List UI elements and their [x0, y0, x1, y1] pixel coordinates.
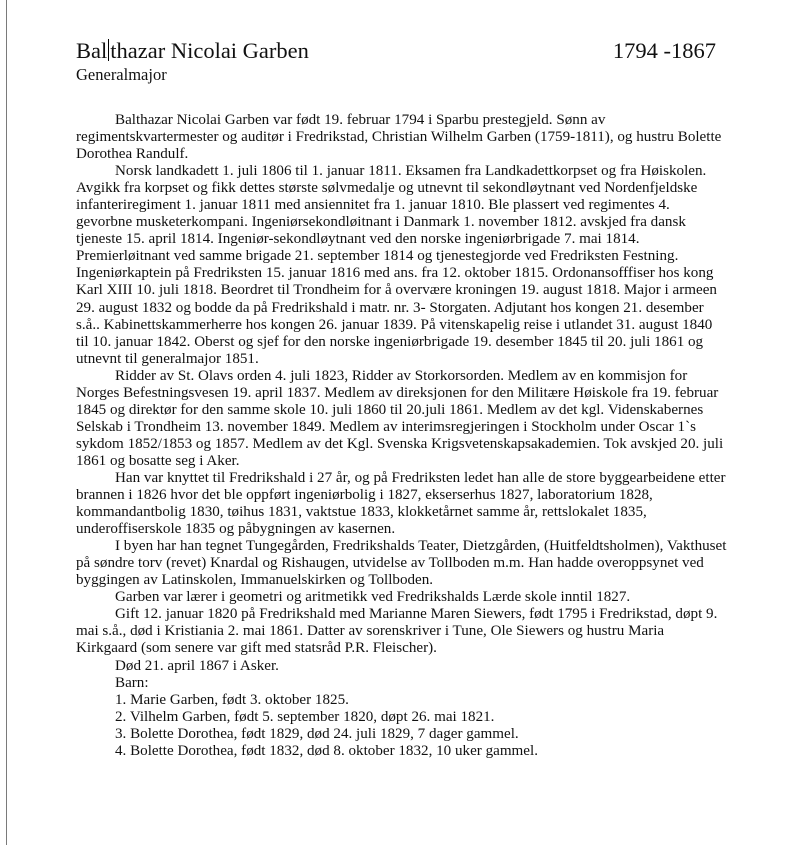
child-item-4: 4. Bolette Dorothea, født 1832, død 8. oktober 1832, 10 uker gammel.: [115, 742, 538, 759]
biography-body: [76, 112, 728, 760]
paragraph-birth: Balthazar Nicolai Garben var født 19. februar 1794 i Sparbu prestegjeld. Sønn av regimentskvartermester og auditør i Fredrikstad, Christian Wilhelm Garben (1759-1811), og hustru Bolette Dorothea Randulf.: [76, 112, 722, 163]
person-name-part1: Bal: [76, 38, 108, 63]
page-edge-line: [6, 0, 7, 845]
person-name[interactable]: [76, 38, 309, 64]
child-item-3: 3. Bolette Dorothea, født 1829, død 24. juli 1829, 7 dager gammel.: [115, 725, 519, 742]
paragraph-honors: Ridder av St. Olavs orden 4. juli 1823, Ridder av Storkorsorden. Medlem av en kommisjon for Norges Befestningsvesen 19. april 1837. Medlem av direksjonen for den Militære Høiskole fra 19. februar 1845 og direktør for den samme skole 10. juli 1860 til 20.juli 1861. Medlem av det kgl. Videnskabernes Selskab i Trondheim 13. november 1849. Medlem av interimsregjeringen i Stockholm under Oscar 1`s sykdom 1852/1853 og 1857. Medlem av det Kgl. Svenska Krigsvetenskapsakademien. Tok avskjed 20. juli 1861 og bosatte seg i Aker.: [76, 367, 724, 469]
child-item-1: 1. Marie Garben, født 3. oktober 1825.: [115, 691, 349, 708]
paragraph-fredrikshald: Han var knyttet til Fredrikshald i 27 år, og på Fredriksten ledet han alle de store byggearbeidene etter brannen i 1826 hvor det ble oppført ingeniørbolig i 1827, ekserserhus 1827, laboratorium 1828, kommandantbolig 1830, tøihus 1831, vaktstue 1833, klokketårnet samme år, rettslokalet 1835, underoffiserskole 1835 og påbygningen av kasernen.: [76, 469, 726, 538]
paragraph-buildings: I byen har han tegnet Tungegården, Fredrikshalds Teater, Dietzgården, (Huitfeldtsholmen), Vakthuset på søndre torv (revet) Knardal og Rishaugen, utvidelse av Tollboden m.m. Han hadde overoppsynet ved byggingen av Latinskolen, Immanuelskirken og Tollboden.: [76, 538, 727, 589]
paragraph-death: Død 21. april 1867 i Asker.: [115, 657, 279, 674]
person-name-part2: thazar Nicolai Garben: [110, 38, 309, 63]
paragraph-career: Norsk landkadett 1. juli 1806 til 1. januar 1811. Eksamen fra Landkadettkorpset og fra Høiskolen. Avgikk fra korpset og fikk dettes største sølvmedalje og utnevnt til sekondløytnant ved Nordenfjeldske infanteriregiment 1. januar 1811 med ansiennitet fra 1. januar 1810. Ble plassert ved regimentes 4. gevorbne musketerkompani. Ingeniørsekondløitnant i Danmark 1. november 1812. avskjed fra dansk tjeneste 15. april 1814. Ingeniør-sekondløytnant ved den norske ingeniørbrigade 7. mai 1814. Premierløitnant ved samme brigade 21. september 1814 og tjenestegjorde ved Fredriksten Festning. Ingeniørkaptein på Fredriksten 15. januar 1816 med ans. fra 12. oktober 1815. Ordonansofffiser hos kong Karl XIII 10. juli 1818. Beordret til Trondheim for å overvære kroningen 19. august 1818. Major i armeen 29. august 1832 og bodde da på Fredrikshald i matr. nr. 3- Storgaten. Adjutant hos kongen 21. desember s.å.. Kabinettskammerherre hos kongen 26. januar 1839. På vitenskapelig reise i utlandet 31. august 1840 til 10. januar 1842. Oberst og sjef for den norske ingeniørbrigade 19. desember 1845 til 20. juli 1861 og utnevnt til generalmajor 1851.: [76, 163, 717, 367]
paragraph-marriage: Gift 12. januar 1820 på Fredrikshald med Marianne Maren Siewers, født 1795 i Fredrikstad, døpt 9. mai s.å., død i Kristiania 2. mai 1861. Datter av sorenskriver i Tune, Ole Siewers og hustru Maria Kirkgaard (som senere var gift med statsråd P.R. Fleischer).: [76, 606, 718, 657]
paragraph-teacher: Garben var lærer i geometri og aritmetikk ved Fredrikshalds Lærde skole inntil 1827.: [115, 589, 631, 606]
child-item-2: 2. Vilhelm Garben, født 5. september 1820, døpt 26. mai 1821.: [115, 708, 495, 725]
rank-subtitle: Generalmajor: [76, 65, 167, 84]
children-heading: Barn:: [115, 674, 149, 691]
document-header: [76, 38, 716, 68]
life-years: 1794 -1867: [612, 38, 716, 63]
